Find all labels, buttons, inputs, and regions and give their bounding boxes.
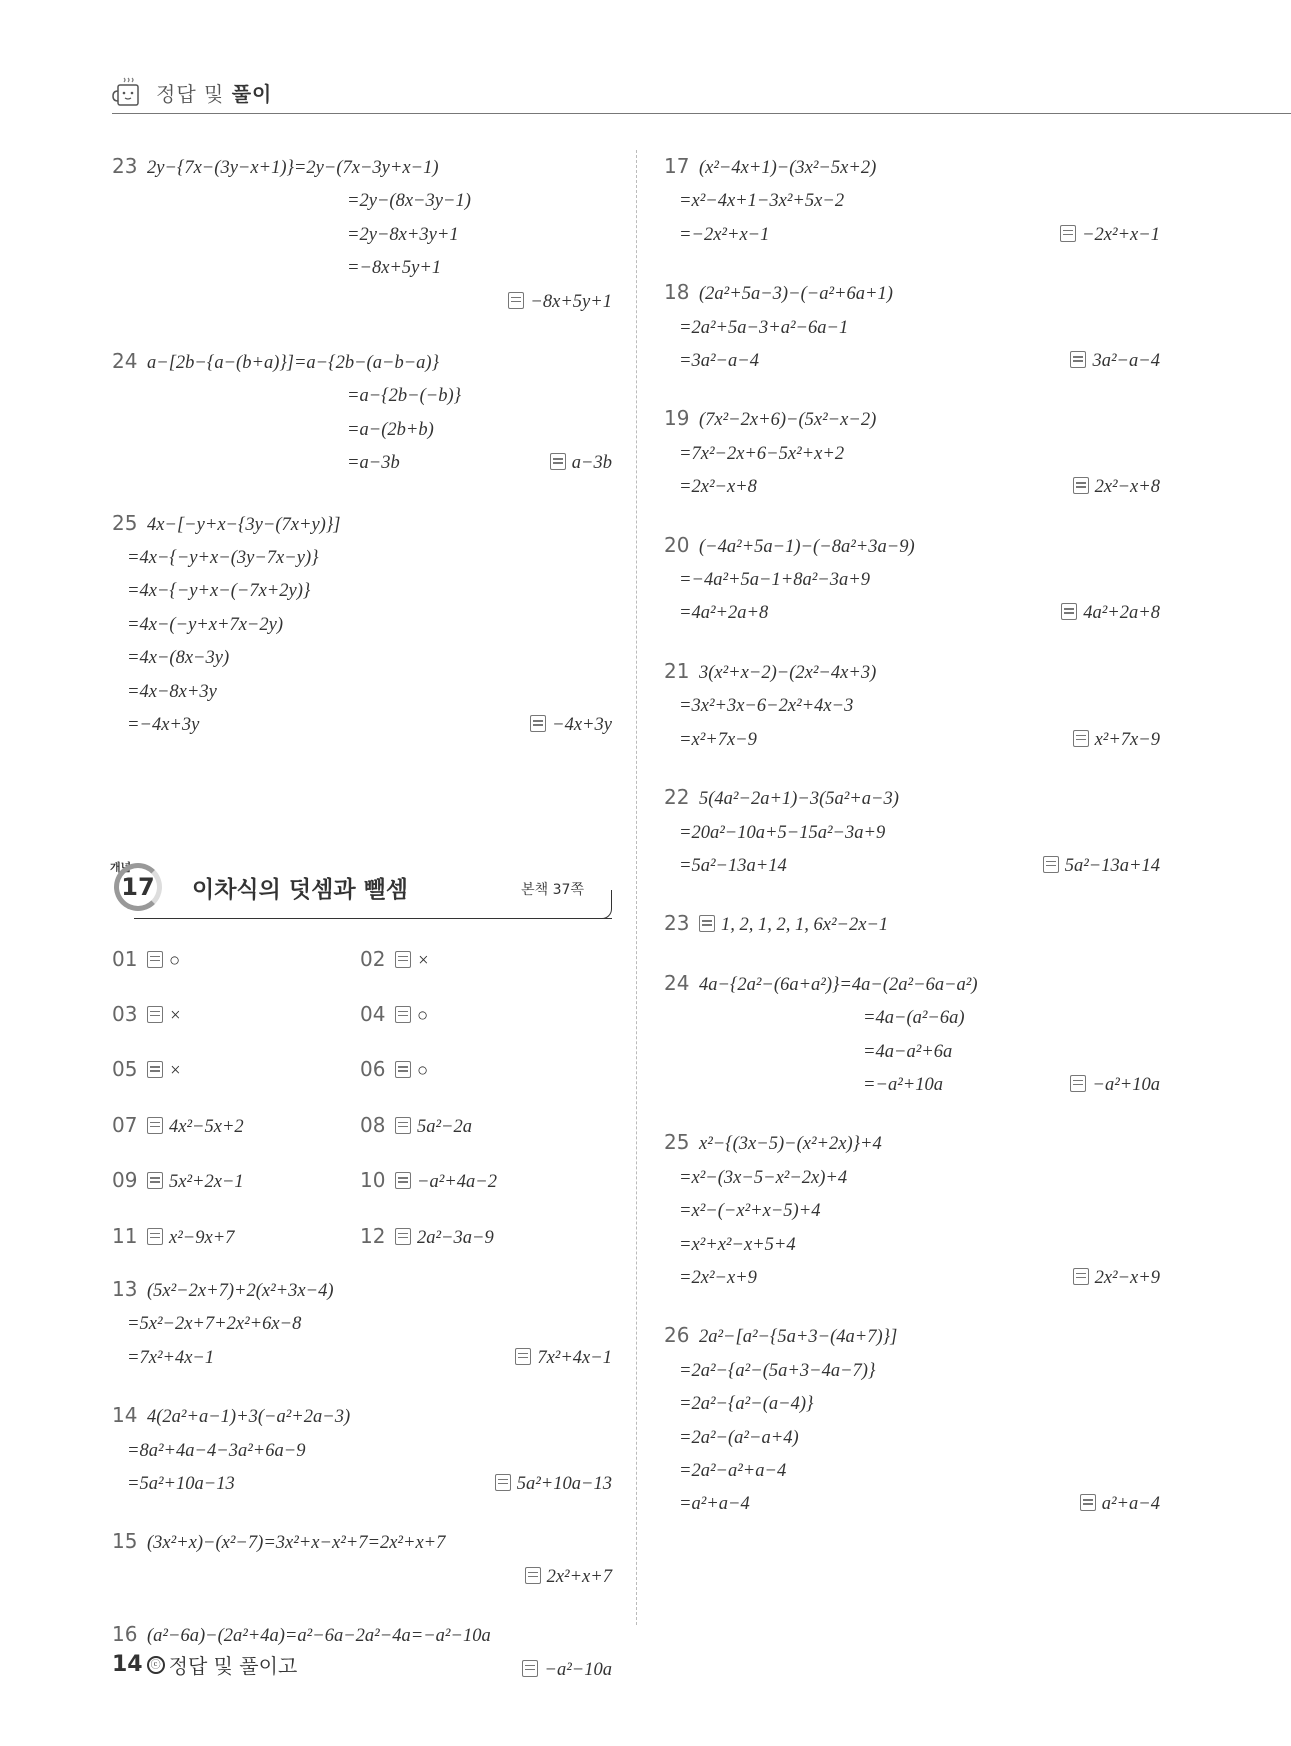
problem-number: 22	[664, 785, 690, 810]
expression: =20a²−10a+5−15a²−3a+9	[679, 822, 886, 843]
problem-line	[112, 380, 612, 413]
left-column	[112, 150, 612, 1711]
short-answer-item	[360, 1164, 608, 1199]
answer-text: 2a²−3a−9	[417, 1227, 494, 1248]
problem-line	[664, 907, 1160, 942]
answer-icon	[147, 1172, 163, 1189]
problem-22	[664, 781, 1160, 883]
answer	[1070, 345, 1160, 378]
answer	[525, 1561, 612, 1594]
expression: =7x²−2x+6−5x²+x+2	[679, 443, 845, 464]
expression: =x²+7x−9	[679, 729, 757, 750]
short-answer-item	[112, 1109, 360, 1144]
problem-26	[664, 1319, 1160, 1521]
answer	[515, 1342, 612, 1375]
expression: 5(4a²−2a+1)−3(5a²+a−3)	[699, 789, 899, 810]
answer-icon	[1061, 603, 1077, 620]
problem-line	[664, 1002, 1160, 1035]
answer-text: 5a²+10a−13	[516, 1473, 612, 1494]
answer-text: 1, 2, 1, 2, 1, 6x²−2x−1	[721, 915, 889, 936]
problem-line	[112, 185, 612, 218]
answer	[495, 1468, 612, 1501]
problem-number: 25	[664, 1130, 690, 1155]
expression: (−4a²+5a−1)−(−8a²+3a−9)	[699, 536, 915, 557]
problem-number: 05	[112, 1057, 138, 1082]
expression: =−4a²+5a−1+8a²−3a+9	[679, 570, 870, 591]
expression: =3a²−a−4	[679, 351, 759, 372]
problem-line	[664, 1036, 1160, 1069]
answer-text: a²+a−4	[1101, 1494, 1160, 1515]
problem-number: 10	[360, 1168, 386, 1193]
expression: =4a²+2a+8	[679, 603, 769, 624]
problem-number: 04	[360, 1001, 386, 1026]
expression: =2a²+5a−3+a²−6a−1	[679, 317, 849, 338]
problem-21	[664, 655, 1160, 757]
answer	[699, 909, 888, 942]
problem-line	[112, 1468, 612, 1501]
answer-icon	[1073, 477, 1089, 494]
answer-icon	[530, 715, 546, 732]
problem-line	[664, 438, 1160, 471]
problem-line	[112, 1618, 612, 1653]
problem-number: 24	[112, 349, 138, 374]
problem-line	[112, 542, 612, 575]
expression: =−8x+5y+1	[347, 258, 442, 279]
expression: =2a²−{a²−(a−4)}	[679, 1394, 814, 1415]
expression: =−2x²+x−1	[679, 224, 770, 245]
answer-icon	[495, 1474, 511, 1491]
problem-line	[664, 1388, 1160, 1421]
expression: 4x−[−y+x−{3y−(7x+y)}]	[147, 514, 341, 535]
answer-icon	[147, 1061, 163, 1078]
answer	[1070, 1069, 1160, 1102]
answer-text: 3a²−a−4	[1092, 351, 1160, 372]
expression: (7x²−2x+6)−(5x²−x−2)	[699, 410, 877, 431]
short-answer-item	[360, 1220, 608, 1255]
answer-icon	[525, 1567, 541, 1584]
problem-number: 18	[664, 280, 690, 305]
expression: =2y−8x+3y+1	[347, 224, 459, 245]
problem-25	[112, 507, 612, 743]
problem-line	[664, 345, 1160, 378]
short-answer-item	[360, 1109, 608, 1144]
answer-text: ○	[417, 1005, 429, 1026]
answer	[530, 709, 612, 742]
page-header	[112, 72, 272, 112]
expression: =x²−4x+1−3x²+5x−2	[679, 191, 845, 212]
problem-line	[664, 690, 1160, 723]
expression: =2a²−a²+a−4	[679, 1461, 787, 1481]
expression: =4x−{−y+x−(3y−7x−y)}	[127, 548, 319, 569]
problem-number: 07	[112, 1112, 138, 1137]
problem-number: 11	[112, 1223, 138, 1248]
page-number: 14	[112, 1652, 143, 1677]
problem-23	[664, 907, 1160, 942]
answer-text: x²+7x−9	[1094, 729, 1160, 750]
problem-number: 01	[112, 946, 138, 971]
expression: 4(2a²+a−1)+3(−a²+2a−3)	[147, 1407, 351, 1428]
answer-text: −4x+3y	[552, 715, 612, 736]
expression: =−a²+10a	[863, 1074, 943, 1095]
problem-number: 09	[112, 1168, 138, 1193]
problem-line	[664, 1195, 1160, 1228]
problem-line	[112, 1435, 612, 1468]
expression: =4x−8x+3y	[127, 681, 217, 702]
expression: =4x−(8x−3y)	[127, 648, 230, 669]
problem-line	[664, 781, 1160, 816]
footer-suffix: 고	[277, 1654, 298, 1678]
problem-line	[112, 219, 612, 252]
problem-line	[664, 1319, 1160, 1354]
problem-number: 25	[112, 510, 138, 535]
short-answer-grid	[112, 943, 612, 1255]
problem-number: 06	[360, 1057, 386, 1082]
answer-icon	[395, 1061, 411, 1078]
header-rule	[112, 113, 1291, 114]
answer-icon	[522, 1660, 538, 1677]
problem-number: 03	[112, 1001, 138, 1026]
problem-line	[112, 676, 612, 709]
problem-number: 13	[112, 1276, 138, 1301]
answer-line	[112, 1561, 612, 1594]
problem-number: 14	[112, 1403, 138, 1428]
section-rule	[134, 918, 612, 919]
expression: =2x²−x+8	[679, 477, 757, 498]
problem-line	[112, 1308, 612, 1341]
answer-text: 5a²−2a	[417, 1116, 473, 1137]
problem-line	[112, 252, 612, 285]
expression: (2a²+5a−3)−(−a²+6a+1)	[699, 284, 893, 305]
problem-line	[664, 1162, 1160, 1195]
expression: a−[2b−{a−(b+a)}]=a−{2b−(a−b−a)}	[147, 353, 439, 374]
answer-icon	[699, 915, 715, 932]
problem-number: 23	[112, 154, 138, 178]
answer-text: 5a²−13a+14	[1064, 855, 1160, 876]
right-column	[664, 150, 1160, 1546]
answer-icon	[395, 1228, 411, 1245]
expression: =5x²−2x+7+2x²+6x−8	[127, 1314, 302, 1335]
section-tag: 개념	[110, 860, 132, 874]
answer-icon	[1080, 1494, 1096, 1511]
problem-number: 16	[112, 1622, 138, 1647]
answer-icon	[147, 1117, 163, 1134]
problem-line	[664, 850, 1160, 883]
problem-number: 12	[360, 1223, 386, 1248]
column-divider	[636, 150, 637, 1625]
expression: =4a−(a²−6a)	[863, 1008, 965, 1029]
problem-line	[112, 709, 612, 742]
problem-17	[664, 150, 1160, 252]
expression: =5a²−13a+14	[679, 855, 787, 876]
section-heading	[110, 860, 612, 923]
short-answer-item	[112, 1053, 360, 1088]
answer-icon	[395, 1172, 411, 1189]
expression: x²−{(3x−5)−(x²+2x)}+4	[699, 1134, 882, 1155]
problem-line	[112, 1399, 612, 1434]
problem-line	[112, 575, 612, 608]
problem-line	[112, 345, 612, 380]
expression: =2a²−(a²−a+4)	[679, 1427, 799, 1448]
problem-line	[664, 1229, 1160, 1262]
answer-icon	[395, 1117, 411, 1134]
answer	[550, 447, 612, 480]
expression: =8a²+4a−4−3a²+6a−9	[127, 1440, 306, 1461]
expression: 2a²−[a²−{5a+3−(4a+7)}]	[699, 1327, 898, 1348]
copyright-icon: ⓒ	[147, 1656, 165, 1674]
answer-text: x²−9x+7	[169, 1227, 235, 1248]
problem-line	[664, 1422, 1160, 1455]
problem-line	[664, 276, 1160, 311]
answer-icon	[395, 1006, 411, 1023]
problem-number: 24	[664, 970, 690, 995]
problem-line	[112, 414, 612, 447]
page-footer	[112, 1650, 297, 1679]
answer-text: 7x²+4x−1	[537, 1347, 612, 1368]
answer-icon	[1060, 225, 1076, 242]
answer-icon	[147, 1228, 163, 1245]
problem-line	[664, 1455, 1160, 1488]
answer	[1061, 597, 1160, 630]
answer	[1060, 219, 1160, 252]
problem-line	[664, 471, 1160, 504]
answer-icon	[1043, 856, 1059, 873]
answer-text: 4a²+2a+8	[1083, 603, 1160, 624]
answer-text: ×	[417, 950, 430, 971]
answer-icon	[1070, 1075, 1086, 1092]
problem-number: 21	[664, 658, 690, 683]
section-reference: 본책 37쪽	[521, 881, 584, 898]
section-number-badge: 17	[114, 863, 162, 911]
problem-24	[112, 345, 612, 481]
section-title: 이차식의 덧셈과 뺄셈	[192, 876, 408, 903]
expression: =2y−(8x−3y−1)	[347, 191, 471, 212]
problem-line	[664, 597, 1160, 630]
problem-18	[664, 276, 1160, 378]
answer-text: ×	[169, 1005, 182, 1026]
problem-line	[664, 1126, 1160, 1161]
expression: =a−3b	[347, 453, 400, 474]
expression: (a²−6a)−(2a²+4a)=a²−6a−2a²−4a=−a²−10a	[147, 1626, 491, 1647]
answer	[1073, 724, 1160, 757]
problem-line	[112, 150, 612, 185]
answer-icon	[508, 292, 524, 309]
expression: =3x²+3x−6−2x²+4x−3	[679, 696, 854, 717]
expression: =2x²−x+9	[679, 1267, 757, 1288]
short-answer-item	[360, 943, 608, 978]
answer-icon	[515, 1348, 531, 1365]
answer-text: −8x+5y+1	[530, 291, 612, 312]
problem-line	[664, 1262, 1160, 1295]
answer-text: −2x²+x−1	[1082, 224, 1160, 245]
answer-text: 2x²−x+9	[1094, 1267, 1160, 1288]
problem-23	[112, 150, 612, 319]
problem-line	[664, 1488, 1160, 1521]
answer-line	[112, 286, 612, 319]
problem-number: 02	[360, 946, 386, 971]
problem-number: 15	[112, 1529, 138, 1554]
expression: =2a²−{a²−(5a+3−4a−7)}	[679, 1360, 876, 1381]
problem-number: 08	[360, 1112, 386, 1137]
expression: =x²+x²−x+5+4	[679, 1234, 796, 1255]
answer-text: 2x²+x+7	[546, 1566, 612, 1587]
answer	[1073, 471, 1160, 504]
answer	[1073, 1262, 1160, 1295]
problem-number: 20	[664, 532, 690, 557]
answer-icon	[147, 951, 163, 968]
problem-13	[112, 1273, 612, 1375]
expression: =−4x+3y	[127, 715, 200, 736]
problem-line	[112, 1525, 612, 1560]
short-answer-item	[360, 1053, 608, 1088]
answer-text: −a²−10a	[544, 1659, 612, 1680]
expression: =7x²+4x−1	[127, 1347, 215, 1368]
problem-line	[664, 564, 1160, 597]
problem-line	[664, 402, 1160, 437]
expression: 2y−{7x−(3y−x+1)}=2y−(7x−3y+x−1)	[147, 158, 439, 178]
problem-line	[664, 1069, 1160, 1102]
answer-text: 5x²+2x−1	[169, 1172, 244, 1193]
problem-number: 19	[664, 406, 690, 431]
expression: =a−{2b−(−b)}	[347, 386, 462, 407]
expression: =a−(2b+b)	[347, 419, 434, 440]
problem-25	[664, 1126, 1160, 1295]
expression: (3x²+x)−(x²−7)=3x²+x−x²+7=2x²+x+7	[147, 1533, 446, 1554]
footer-text: 정답 및 풀이	[168, 1654, 278, 1678]
answer-text: −a²+4a−2	[417, 1172, 497, 1193]
problem-line	[664, 1355, 1160, 1388]
short-answer-item	[112, 1220, 360, 1255]
expression: =4x−(−y+x+7x−2y)	[127, 614, 284, 635]
short-answer-item	[360, 998, 608, 1033]
answer-text: −a²+10a	[1092, 1074, 1160, 1095]
problem-line	[112, 447, 612, 480]
answer-icon	[550, 453, 566, 470]
expression: 3(x²+x−2)−(2x²−4x+3)	[699, 662, 877, 683]
answer-text: 4x²−5x+2	[169, 1116, 244, 1137]
mascot-cup-icon	[112, 75, 146, 109]
problem-line	[664, 185, 1160, 218]
answer-icon	[1070, 351, 1086, 368]
problem-14	[112, 1399, 612, 1501]
problem-line	[664, 312, 1160, 345]
answer-text: ○	[417, 1061, 429, 1082]
answer-icon	[395, 951, 411, 968]
short-answer-item	[112, 943, 360, 978]
answer-icon	[1073, 730, 1089, 747]
section-corner	[601, 890, 612, 919]
problem-line	[112, 1273, 612, 1308]
problem-line	[664, 219, 1160, 252]
answer	[1043, 850, 1160, 883]
problem-line	[112, 1342, 612, 1375]
problem-line	[664, 655, 1160, 690]
answer-icon	[1073, 1268, 1089, 1285]
problem-19	[664, 402, 1160, 504]
problem-number: 26	[664, 1323, 690, 1348]
expression: =4a−a²+6a	[863, 1041, 953, 1062]
problem-number: 23	[664, 911, 690, 936]
expression: (x²−4x+1)−(3x²−5x+2)	[699, 158, 877, 178]
problem-line	[664, 150, 1160, 185]
problem-line	[664, 967, 1160, 1002]
expression: =a²+a−4	[679, 1494, 750, 1515]
problem-line	[664, 817, 1160, 850]
problem-line	[112, 507, 612, 542]
expression: =x²−(3x−5−x²−2x)+4	[679, 1167, 848, 1188]
expression: (5x²−2x+7)+2(x²+3x−4)	[147, 1280, 334, 1301]
problem-20	[664, 529, 1160, 631]
answer-text: 2x²−x+8	[1094, 477, 1160, 498]
problem-line	[112, 642, 612, 675]
header-title: 정답 및 풀이	[156, 81, 273, 106]
answer	[522, 1654, 612, 1687]
answer	[1080, 1488, 1160, 1521]
problem-15	[112, 1525, 612, 1594]
short-answer-item	[112, 998, 360, 1033]
expression: =x²−(−x²+x−5)+4	[679, 1201, 821, 1222]
expression: 4a−{2a²−(6a+a²)}=4a−(2a²−6a−a²)	[699, 974, 978, 995]
problem-24	[664, 967, 1160, 1103]
problem-line	[664, 529, 1160, 564]
expression: =4x−{−y+x−(−7x+2y)}	[127, 581, 311, 602]
problem-line	[664, 724, 1160, 757]
answer-icon	[147, 1006, 163, 1023]
answer-text: ×	[169, 1061, 182, 1082]
answer	[508, 286, 612, 319]
problem-number: 17	[664, 154, 690, 178]
answer-text: a−3b	[571, 453, 612, 474]
problem-line	[112, 609, 612, 642]
expression: =5a²+10a−13	[127, 1473, 235, 1494]
answer-text: ○	[169, 950, 181, 971]
short-answer-item	[112, 1164, 360, 1199]
